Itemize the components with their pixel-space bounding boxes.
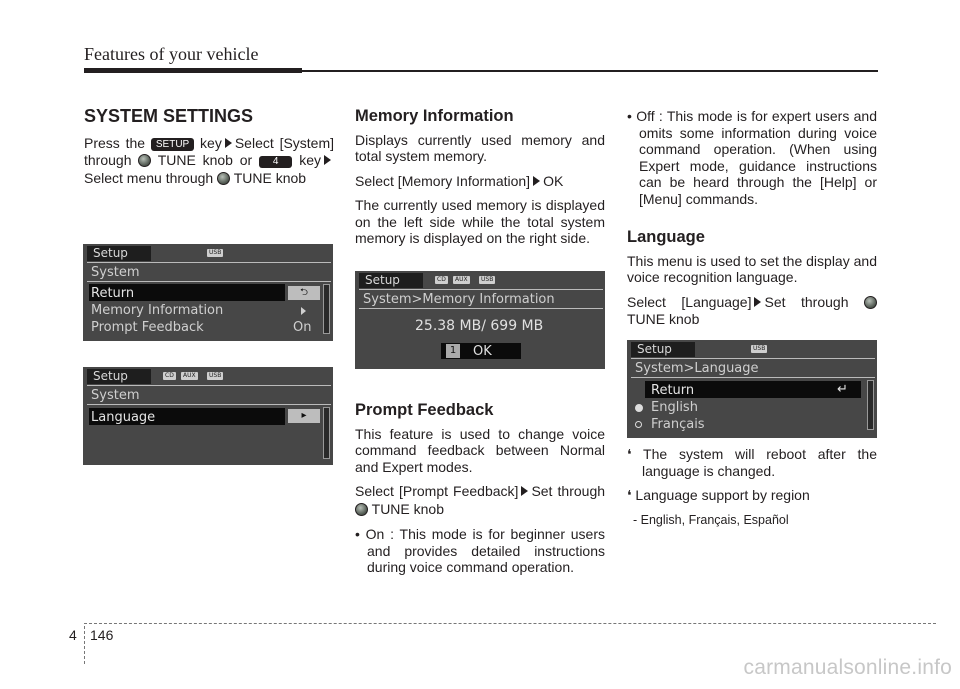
column-2-lower	[355, 402, 605, 584]
divider	[631, 358, 875, 359]
divider	[87, 262, 331, 263]
prompt-feedback-off: • Off : This mode is for expert users and omits some information during voice command operation. (When using Expert mode, guidance instructions can be heard through the [Help] or [Menu] commands.	[627, 108, 877, 207]
column-2	[355, 108, 605, 255]
section-heading-memory-information: Memory Information	[355, 107, 514, 125]
ok-number-icon: 1	[446, 344, 460, 358]
screen-tab: Setup	[87, 369, 151, 384]
watermark: carmanualsonline.info	[743, 656, 952, 679]
divider	[87, 385, 331, 386]
language-option-francais[interactable]: Français	[651, 417, 705, 432]
usb-badge: USB	[209, 249, 222, 256]
arrow-right-icon	[521, 486, 528, 496]
footer-vertical-divider	[84, 626, 85, 664]
scrollbar[interactable]	[867, 380, 874, 430]
language-description: This menu is used to set the display and voice recognition language.	[627, 252, 877, 285]
setup-key-icon: SETUP	[151, 138, 194, 151]
screen-title: System>Language	[635, 361, 759, 376]
arrow-right-icon	[225, 138, 232, 148]
prompt-feedback-on: • On : This mode is for beginner users and provides detailed instructions during voice command operation.	[355, 526, 605, 575]
column-3	[627, 108, 877, 337]
tune-knob-icon	[864, 296, 877, 309]
memory-info-select: Select [Memory Information] OK	[355, 172, 564, 189]
header-title: Features of your vehicle	[84, 44, 259, 64]
radio-unselected-icon[interactable]	[635, 421, 642, 428]
chapter-number: 4	[69, 627, 77, 643]
screen-title: System	[91, 265, 140, 280]
return-icon[interactable]: ⮌	[288, 286, 320, 300]
arrow-right-icon	[324, 155, 331, 165]
aux-badge: AUX	[183, 372, 196, 379]
system-settings-instructions: Press the SETUP key Select [System] through TUNE knob or 4 keySelect menu through TUNE knob	[84, 134, 335, 186]
menu-item-language[interactable]: Language	[91, 410, 156, 425]
chevron-right-icon: ▸	[288, 409, 320, 423]
chevron-right-icon	[301, 307, 306, 315]
screen-system-language	[83, 367, 333, 465]
menu-item-return[interactable]: Return	[651, 383, 695, 398]
usb-badge: USB	[481, 276, 494, 283]
prompt-feedback-value: On	[293, 320, 312, 335]
ok-label[interactable]: OK	[473, 344, 492, 359]
memory-info-detail: The currently used memory is displayed on the left side while the total system memory is displayed on the right side.	[355, 197, 605, 246]
language-option-english[interactable]: English	[651, 400, 698, 415]
tune-knob-icon	[355, 503, 368, 516]
section-heading-system-settings: SYSTEM SETTINGS	[84, 106, 254, 126]
divider	[359, 289, 603, 290]
section-heading-language: Language	[627, 228, 705, 246]
scrollbar[interactable]	[323, 407, 330, 459]
column-3-notes	[627, 446, 877, 536]
tune-knob-icon	[217, 172, 230, 185]
usb-badge: USB	[753, 345, 766, 352]
screen-tab: Setup	[631, 342, 695, 357]
column-1	[84, 108, 334, 195]
screen-title: System	[91, 388, 140, 403]
divider	[87, 281, 331, 282]
note-language-support: ❛ Language support by region	[627, 487, 810, 503]
page-number: 146	[90, 627, 114, 643]
aux-badge: AUX	[455, 276, 468, 283]
note-reboot: ❛ The system will reboot after the language is changed.	[627, 446, 877, 479]
menu-item-prompt-feedback[interactable]: Prompt Feedback	[91, 320, 204, 335]
divider	[359, 308, 603, 309]
scrollbar[interactable]	[323, 284, 330, 334]
tune-knob-icon	[138, 154, 151, 167]
cd-badge: CD	[437, 276, 446, 283]
prompt-feedback-select: Select [Prompt Feedback] Set through TUNE knob	[355, 483, 606, 517]
header-rule-thin	[302, 70, 878, 72]
divider	[631, 377, 875, 378]
section-heading-prompt-feedback: Prompt Feedback	[355, 401, 494, 419]
cd-badge: CD	[165, 372, 174, 379]
screen-tab: Setup	[87, 246, 151, 261]
footer-divider	[84, 623, 936, 624]
memory-info-description: Displays currently used memory and total system memory.	[355, 131, 605, 164]
key-4-icon: 4	[259, 156, 293, 168]
radio-selected-icon[interactable]	[635, 404, 643, 412]
language-select: Select [Language] Set through TUNE knob	[627, 294, 877, 329]
arrow-right-icon	[533, 176, 540, 186]
screen-title: System>Memory Information	[363, 292, 555, 307]
divider	[87, 404, 331, 405]
header-rule	[84, 68, 302, 73]
screen-memory-information	[355, 271, 605, 369]
menu-item-return[interactable]: Return	[91, 286, 135, 301]
usb-badge: USB	[209, 372, 222, 379]
screen-tab: Setup	[359, 273, 423, 288]
screen-system-menu	[83, 244, 333, 341]
menu-item-memory-information[interactable]: Memory Information	[91, 303, 224, 318]
arrow-right-icon	[754, 297, 761, 307]
memory-usage-value: 25.38 MB/ 699 MB	[415, 318, 544, 334]
return-icon[interactable]: ↵	[837, 382, 848, 397]
prompt-feedback-description: This feature is used to change voice command feedback between Normal and Expert modes.	[355, 425, 605, 475]
screen-language	[627, 340, 877, 438]
note-language-list: - English, Français, Español	[633, 512, 789, 527]
